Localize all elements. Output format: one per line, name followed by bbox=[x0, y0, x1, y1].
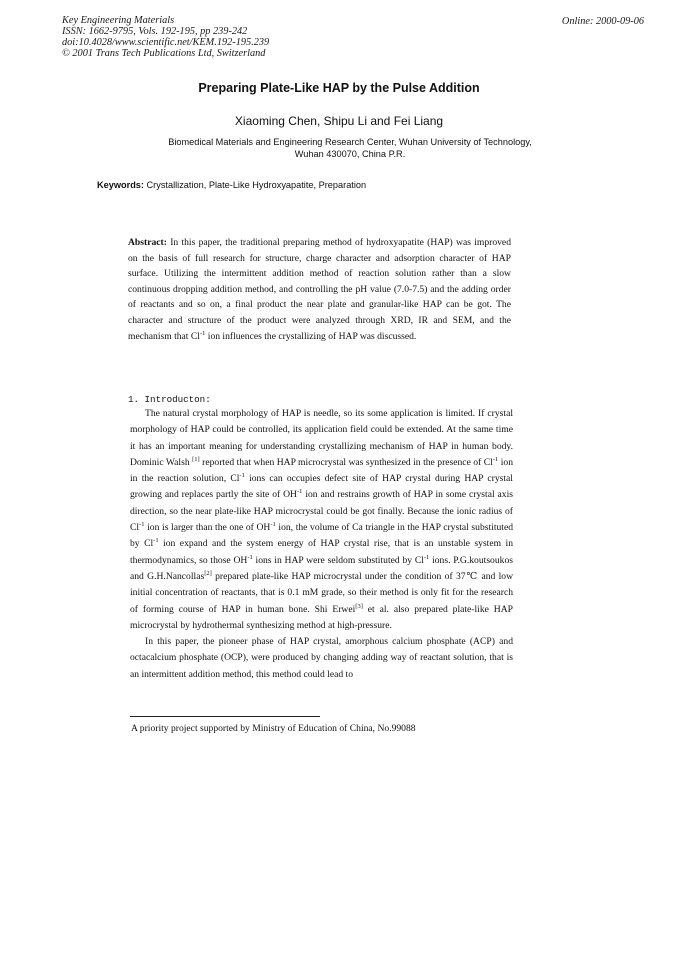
text-run: ion expand and the system energy of HAP crystal rise, that is an unstable system in thermodynamics, so those OH bbox=[130, 538, 514, 566]
superscript: -1 bbox=[139, 521, 145, 529]
superscript: -1 bbox=[296, 488, 303, 496]
text-run: prepared plate-like HAP microcrystal under the condition of 37℃ and low initial concentration of reactants, that is 0.1 mM grade, so their method is only fit for the research of forming course of HAP in human bone. Shi Erwei bbox=[130, 570, 514, 615]
superscript: -1 bbox=[153, 537, 159, 545]
affiliation-line-2: Wuhan 430070, China P.R. bbox=[294, 148, 406, 159]
text-run: ion, the volume of Ca triangle in the HAP crystal substituted by Cl bbox=[130, 522, 514, 550]
text-run: reported that when HAP microcrystal was synthesized in the presence of Cl bbox=[199, 456, 493, 468]
abstract-text-2: ion influences the crystallizing of HAP was discussed. bbox=[205, 330, 417, 342]
issn-line: ISSN: 1662-9795, Vols. 192-195, pp 239-242 bbox=[62, 25, 248, 37]
citation-ref: [3] bbox=[355, 602, 363, 610]
text-run: ion is larger than the one of OH bbox=[144, 522, 271, 534]
superscript: -1 bbox=[492, 455, 499, 463]
keywords-label: Keywords: bbox=[97, 180, 144, 190]
superscript: -1 bbox=[423, 553, 430, 561]
intro-paragraph-1 bbox=[130, 406, 513, 634]
paper-authors: Xiaoming Chen, Shipu Li and Fei Liang bbox=[234, 114, 444, 128]
superscript: -1 bbox=[199, 329, 206, 337]
doi-line: doi:10.4028/www.scientific.net/KEM.192-195.239 bbox=[62, 36, 270, 48]
superscript: -1 bbox=[247, 553, 253, 561]
abstract bbox=[128, 235, 511, 344]
text-run: et al. also prepared plate-like HAP microcrystal by hydrothermal synthesizing method at high-pressure. bbox=[130, 603, 513, 631]
affiliation bbox=[90, 137, 610, 160]
paper-title: Preparing Plate-Like HAP by the Pulse Addition bbox=[198, 81, 480, 95]
affiliation-line-1: Biomedical Materials and Engineering Research Center, Wuhan University of Technology, bbox=[168, 137, 532, 147]
abstract-text-1: In this paper, the traditional preparing method of hydroxyapatite (HAP) was improved on the basis of full research for structure, charge character and adsorption character of HAP surface. Utilizing the intermittent addition method of reaction solution rather than a slow continuous dropping addition method, and controlling the pH value (7.0-7.5) and the adding order of reactants and so on, a final product the near plate and granular-like HAP can be got. The character and structure of the product were analyzed through XRD, IR and SEM, and the mechanism that Cl bbox=[128, 237, 511, 342]
intro-paragraph-2: In this paper, the pioneer phase of HAP crystal, amorphous calcium phosphate (ACP) and octacalcium phosphate (OCP), were produced by changing adding way of reactant solution, that is an intermittent addition method, this method could lead to bbox=[130, 636, 513, 680]
superscript: -1 bbox=[270, 521, 276, 529]
citation-ref: [2] bbox=[204, 569, 212, 577]
keywords bbox=[97, 180, 366, 190]
text-run: The natural crystal morphology of HAP is needle, so its some application is limited. If crystal morphology of HAP could be controlled, its application field could be extended. At the same time it has an important meaning for understanding crystallizing mechanism of HAP in human body. Dominic Walsh bbox=[130, 408, 513, 468]
text-run: ions can occupies defect site of HAP crystal during HAP crystal growing and replaces partly the site of OH bbox=[130, 473, 513, 501]
footnote: A priority project supported by Ministry of Education of China, No.99088 bbox=[131, 723, 416, 734]
text-run: ion and restrains growth of HAP in some crystal axis direction, so the near plate-like HAP microcrystal could be got finally. Because the ionic radius of Cl bbox=[130, 489, 513, 534]
introduction-body bbox=[130, 406, 513, 683]
keywords-text: Crystallization, Plate-Like Hydroxyapatite, Preparation bbox=[143, 180, 367, 190]
abstract-label: Abstract: bbox=[128, 237, 167, 248]
journal-masthead bbox=[62, 16, 269, 60]
journal-name: Key Engineering Materials bbox=[62, 15, 175, 26]
citation-ref: [1] bbox=[192, 455, 200, 463]
text-run: ion in the reaction solution, Cl bbox=[130, 456, 514, 485]
footnote-rule bbox=[130, 716, 320, 717]
text-run: ions. P.G.koutsoukos and G.H.Nancollas bbox=[130, 554, 513, 582]
copyright-line: © 2001 Trans Tech Publications Ltd, Switzerland bbox=[62, 47, 266, 59]
online-date: Online: 2000-09-06 bbox=[561, 16, 644, 27]
superscript: -1 bbox=[239, 472, 245, 480]
section-heading: 1. Introducton: bbox=[128, 394, 211, 405]
text-run: ions in HAP were seldom substituted by Cl bbox=[252, 554, 424, 566]
